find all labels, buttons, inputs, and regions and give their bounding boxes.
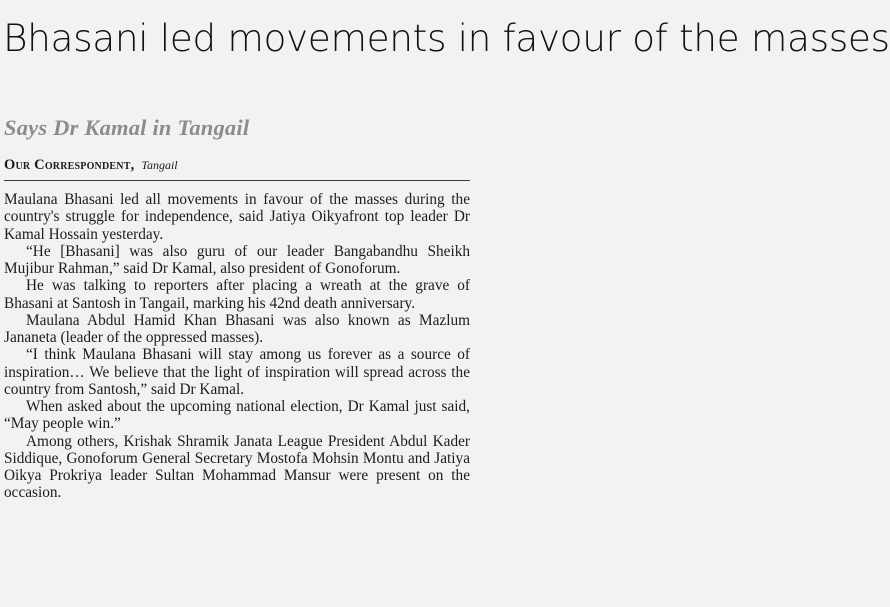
- article-paragraph: He was talking to reporters after placing a wreath at the grave of Bhasani at Santosh in Tangail, marking his 42nd death anniversary.: [4, 277, 470, 312]
- article-paragraph: “He [Bhasani] was also guru of our leader Bangabandhu Sheikh Mujibur Rahman,” said Dr Kamal, also president of Gonoforum.: [4, 242, 470, 277]
- article-paragraph: Among others, Krishak Shramik Janata League President Abdul Kader Siddique, Gonoforum General Secretary Mostofa Mohsin Montu and Jatiya Oikya Prokriya leader Sultan Mohammad Mansur were present on the occasion.: [4, 432, 470, 502]
- article-paragraph: When asked about the upcoming national election, Dr Kamal just said, “May people win.”: [4, 398, 470, 433]
- article-body: [4, 191, 470, 502]
- article-paragraph: “I think Maulana Bhasani will stay among us forever as a source of inspiration… We believe that the light of inspiration will spread across the country from Santosh,” said Dr Kamal.: [4, 346, 470, 398]
- article-paragraph: Maulana Abdul Hamid Khan Bhasani was also known as Mazlum Jananeta (leader of the oppressed masses).: [4, 311, 470, 346]
- article-paragraph: Maulana Bhasani led all movements in favour of the masses during the country's struggle for independence, said Jatiya Oikyafront top leader Dr Kamal Hossain yesterday.: [4, 191, 470, 243]
- byline-location: Tangail: [141, 158, 178, 172]
- headline-text: Bhasani led movements in favour of the masses: [3, 16, 890, 60]
- byline: [4, 156, 470, 181]
- byline-author: Our Correspondent,: [4, 157, 135, 173]
- subheadline: Says Dr Kamal in Tangail: [4, 115, 250, 140]
- headline: [3, 14, 890, 63]
